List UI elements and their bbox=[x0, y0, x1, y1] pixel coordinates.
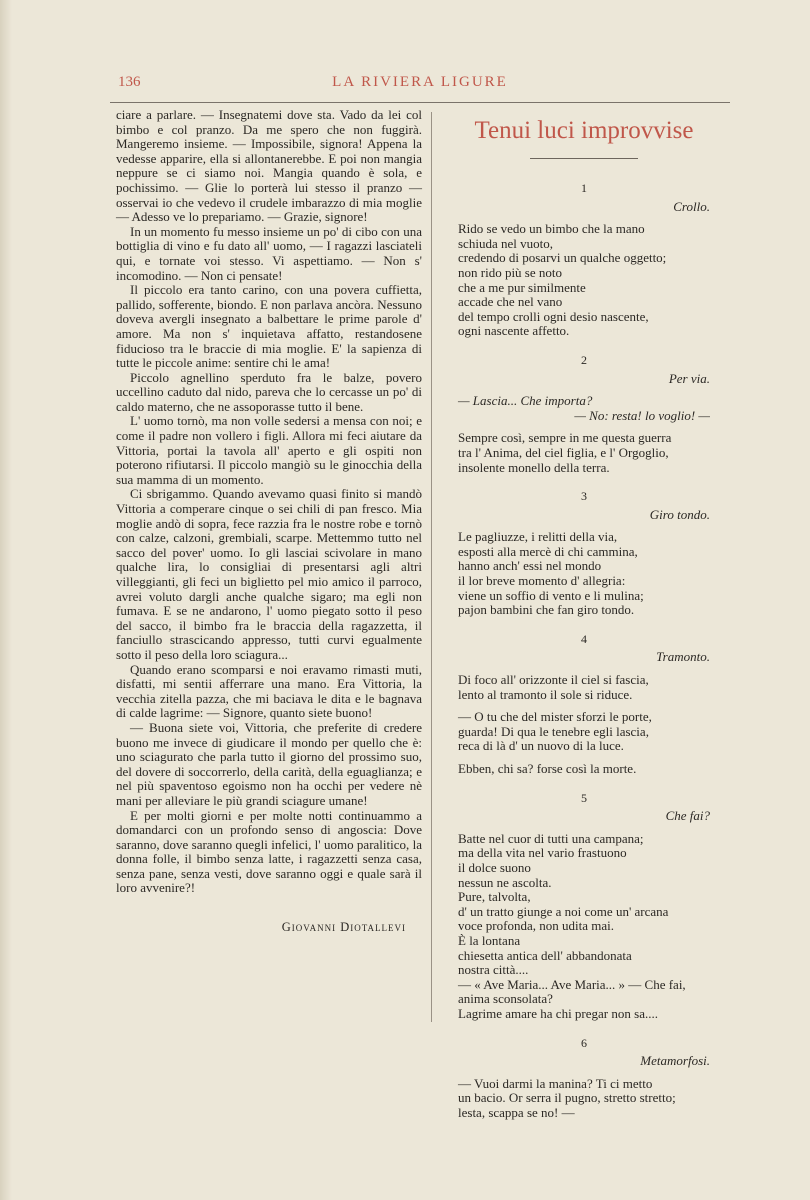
paragraph: In un momento fu messo insieme un po' di cibo con una bottiglia di vino e fu dato all' uomo, — I ragazzi lasciateli qui, e tornate voi stesso. Vi aspettiamo. — Non s' incomodino. — Non ci pensate! bbox=[116, 223, 422, 283]
paragraph: Quando erano scomparsi e noi eravamo rimasti muti, disfatti, mi sentii afferrare una mano. Era Vittoria, la vecchia zitella pazza, che mi baciava le dita e le bagnava di calde lagrime: — Signore, quanto siete buono! bbox=[116, 661, 422, 721]
dialog-line: — No: resta! lo voglio! — bbox=[574, 407, 710, 423]
header-rule bbox=[110, 102, 730, 103]
section-number: 5 bbox=[581, 790, 587, 805]
verse-line: Lagrime amare ha chi pregar non sa.... bbox=[458, 1005, 658, 1021]
verse-line: tra l' Anima, del ciel figlia, e l' Orgoglio, bbox=[458, 444, 669, 460]
verse-line: ma della vita nel vario frastuono bbox=[458, 845, 627, 861]
verse-line: Ebben, chi sa? forse così la morte. bbox=[458, 761, 637, 776]
title-rule bbox=[530, 158, 638, 159]
verse-line: Sempre così, sempre in me questa guerra bbox=[458, 430, 672, 446]
poem-section bbox=[458, 181, 710, 339]
section-subtitle: Metamorfosi. bbox=[640, 1053, 710, 1069]
paragraph: Ci sbrigammo. Quando avevamo quasi finito si mandò Vittoria a comperare cinque o sei chili di pan fresco. Mia moglie andò di sopra, fece razzia fra le nostre robe e tornò con calze, calzoni, grembiali, scarpe. Mettemmo tutto nel sacco del pover' uomo. Io gli lasciai scivolare in mano qualche lira, lo consigliai di presentarsi agli altri villeggianti, gli feci un biglietto pel mio amico il parroco, avrei voluto dargli anche qualche sigaro; ma egli non fumava. E se ne andarono, l' uomo piegato sotto il peso del sacco, il bimbo fra le braccia della ragazzetta, il fanciullo strascicando appresso, tutti curvi egualmente sotto il peso della loro sciagura... bbox=[116, 486, 422, 662]
verse-line: ogni nascente affetto. bbox=[458, 323, 570, 339]
verse-line: È la lontana bbox=[458, 932, 521, 948]
verse-line: voce profonda, non udita mai. bbox=[458, 918, 614, 934]
poem-section bbox=[458, 632, 710, 777]
verse-line: d' un tratto giunge a noi come un' arcana bbox=[458, 903, 669, 919]
poem-section bbox=[458, 1036, 710, 1121]
verse-line: Le pagliuzze, i relitti della via, bbox=[458, 529, 618, 545]
verse-line: Batte nel cuor di tutti una campana; bbox=[458, 830, 644, 846]
verse-line: accade che nel vano bbox=[458, 294, 563, 310]
paragraph: Il piccolo era tanto carino, con una povera cuffietta, pallido, sofferente, biondo. E non parlava ancòra. Nessuno doveva avergli insegnato a balbettare le prime parole d' amore. Ma non s' inquietava affatto, restandosene fiducioso tra le braccie di mia moglie. E' la sapienza di tutte le piccole anime: sentire chi le ama! bbox=[116, 282, 422, 371]
verse-line: esposti alla mercè di chi cammina, bbox=[458, 543, 638, 559]
section-subtitle: Crollo. bbox=[673, 198, 710, 214]
author-signature: Giovanni Diotallevi bbox=[281, 920, 406, 935]
verse-line: chiesetta antica dell' abbandonata bbox=[458, 947, 632, 963]
verse-line: guarda! Di qua le tenebre egli lascia, bbox=[458, 723, 649, 739]
verse-line: Pure, talvolta, bbox=[458, 889, 531, 905]
section-subtitle: Per via. bbox=[668, 370, 710, 386]
paragraph: E per molti giorni e per molte notti continuammo a domandarci con un profondo senso di angoscia: Dove saranno, dove saranno quegli infelici, l' uomo paralitico, la donna folle, il bimbo senza latte, i ragazzetti senza casa, senza pane, senza vesti, dove saranno oggi e quale sarà il loro avvenire?! bbox=[116, 807, 422, 896]
verse-line: pajon bambini che fan giro tondo. bbox=[458, 602, 635, 618]
verse-line: insolente monello della terra. bbox=[458, 459, 610, 475]
verse-line: Rido se vedo un bimbo che la mano bbox=[458, 221, 645, 237]
verse-line: del tempo crolli ogni desio nascente, bbox=[458, 308, 649, 324]
section-number: 2 bbox=[581, 352, 587, 367]
verse-line: nessun ne ascolta. bbox=[458, 874, 552, 890]
section-number: 4 bbox=[581, 631, 587, 646]
paragraph: ciare a parlare. — Insegnatemi dove sta. Vado da lei col bimbo e col pranzo. Da me spero che non fuggirà. Mangeremo insieme. — Impossibile, signora! Appena la vedesse apparire, ella si allontanerebbe. E poi non mangia neppure se ci siamo noi. Mangia quando è sola, e pochissimo. — Glie lo porterà lui stesso il pranzo — osservai io che vedevo il crudele imbarazzo di mia moglie — Adesso ve lo prepariamo. — Grazie, signore! bbox=[116, 107, 422, 225]
verse-line: lesta, scappa se no! — bbox=[458, 1104, 575, 1120]
section-number: 1 bbox=[581, 181, 587, 195]
section-number: 6 bbox=[581, 1035, 587, 1050]
verse-line: viene un soffio di vento e li mulina; bbox=[458, 587, 644, 603]
paragraph: L' uomo tornò, ma non volle sedersi a mensa con noi; e come il padre non vollero i figli. Allora mi feci aiutare da Vittoria, portai la tavola all' aperto e gli ospiti non poterono rifiutarsi. Il piccolo mangiò su le ginocchia della sua mamma di un momento. bbox=[116, 413, 422, 487]
dialog-line: — Lascia... Che importa? bbox=[458, 393, 593, 409]
verse-line: — Vuoi darmi la manina? Ti ci metto bbox=[458, 1075, 653, 1091]
poem-section bbox=[458, 353, 710, 475]
verse-line: che a me pur similmente bbox=[458, 279, 586, 295]
page-header bbox=[110, 74, 730, 94]
verse-line: — O tu che del mister sforzi le porte, bbox=[458, 709, 652, 725]
verse-line: reca di là d' un nuovo di la luce. bbox=[458, 738, 624, 754]
page-spine-shadow bbox=[0, 0, 12, 1200]
paragraph: — Buona siete voi, Vittoria, che preferite di credere buono me invece di giudicare il mondo per quello che è: uno sciagurato che parla tutto il giorno del prossimo suo, del dovere di soccorrerlo, della carità, della eguaglianza; e nel più spaventoso egoismo non ha occhi per vedere nè mani per alleviare le più grandi sciagure umane! bbox=[116, 719, 422, 808]
verse-line: hanno anch' essi nel mondo bbox=[458, 558, 602, 574]
poem-section bbox=[458, 791, 710, 1022]
verse-line: il lor breve momento d' allegria: bbox=[458, 573, 626, 589]
verse-line: — « Ave Maria... Ave Maria... » — Che fai, bbox=[458, 976, 686, 992]
verse-line: un bacio. Or serra il pugno, stretto stretto; bbox=[458, 1090, 676, 1106]
prose-column bbox=[116, 108, 422, 935]
section-subtitle: Tramonto. bbox=[656, 649, 710, 665]
section-subtitle: Che fai? bbox=[665, 808, 710, 824]
verse-line: schiuda nel vuoto, bbox=[458, 235, 553, 251]
poem-section bbox=[458, 489, 710, 618]
verse-line: non rido più se noto bbox=[458, 264, 562, 280]
paragraph: Piccolo agnellino sperduto fra le balze, povero uccellino caduto dal nido, pareva che lo cercasse un po' di caldo materno, che ne assoporasse tutto il bene. bbox=[116, 369, 422, 414]
verse-line: nostra città.... bbox=[458, 962, 529, 978]
verse-line: il dolce suono bbox=[458, 859, 531, 875]
poem-title: Tenui luci improvvise bbox=[474, 117, 694, 144]
verse-line: credendo di posarvi un qualche oggetto; bbox=[458, 250, 667, 266]
verse-line: Di foco all' orizzonte il ciel si fascia, bbox=[458, 672, 649, 688]
running-title: LA RIVIERA LIGURE bbox=[332, 74, 508, 90]
verse-line: lento al tramonto il sole si riduce. bbox=[458, 686, 633, 702]
column-divider bbox=[431, 112, 432, 1022]
section-subtitle: Giro tondo. bbox=[649, 506, 710, 522]
poem-column bbox=[458, 112, 710, 1120]
section-number: 3 bbox=[581, 489, 587, 504]
verse-line: anima sconsolata? bbox=[458, 991, 553, 1007]
page-number: 136 bbox=[118, 74, 141, 90]
